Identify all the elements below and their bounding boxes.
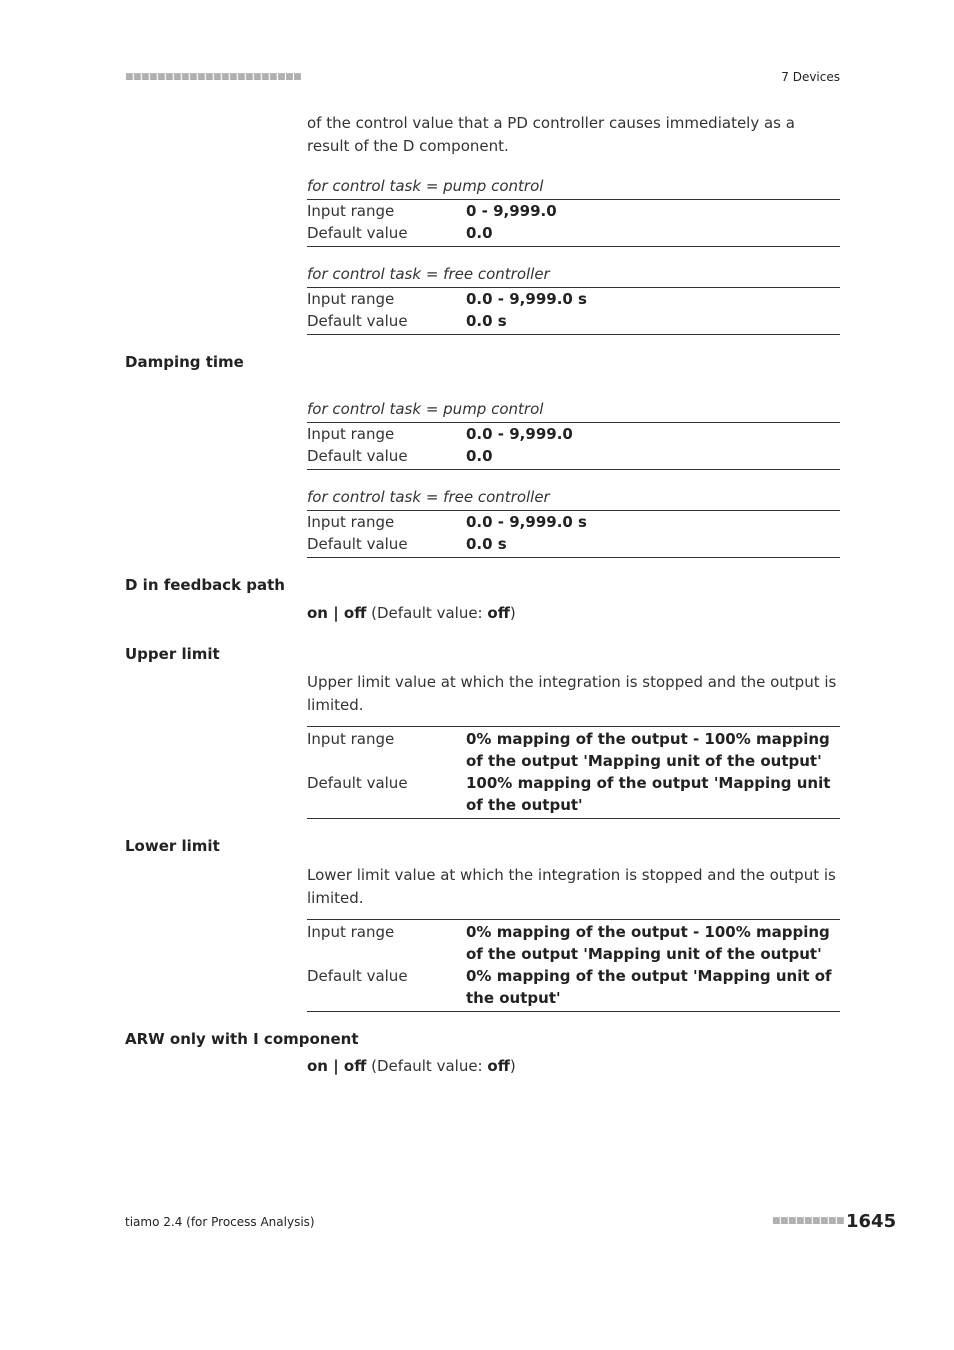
- table-row: [307, 423, 840, 445]
- table-caption: for control task = pump control: [307, 400, 544, 418]
- table-row: [307, 511, 840, 533]
- on-off-options: [307, 604, 516, 622]
- table-caption: for control task = pump control: [307, 177, 544, 195]
- option-on: on: [307, 604, 328, 622]
- row-value: 0% mapping of the output 'Mapping unit of the output': [466, 967, 832, 1007]
- table-row: [307, 921, 840, 965]
- row-label: Default value: [307, 967, 408, 985]
- intro-paragraph: of the control value that a PD controller causes immediately as a result of the D component.: [307, 114, 795, 155]
- chapter-title: 7 Devices: [781, 70, 840, 84]
- section-heading-d-in-feedback-path: D in feedback path: [125, 576, 285, 594]
- table-row: [307, 965, 840, 1009]
- section-heading-damping-time: Damping time: [125, 353, 244, 371]
- row-label: Default value: [307, 535, 408, 553]
- row-label: Input range: [307, 730, 395, 748]
- option-off: off: [343, 604, 367, 622]
- row-value: 0.0 - 9,999.0: [466, 425, 573, 443]
- section-heading-upper-limit: Upper limit: [125, 645, 220, 663]
- table-row: [307, 533, 840, 555]
- page-number: 1645: [846, 1211, 897, 1232]
- footer-decoration: ■■■■■■■■■: [772, 1216, 845, 1226]
- row-label: Input range: [307, 425, 395, 443]
- default-prefix: (Default value:: [366, 1057, 488, 1075]
- table-row: [307, 445, 840, 467]
- option-separator: |: [327, 604, 344, 622]
- row-value: 0.0: [466, 447, 493, 465]
- row-value: 0 - 9,999.0: [466, 202, 557, 220]
- upper-limit-description: Upper limit value at which the integration is stopped and the output is limited.: [307, 673, 837, 714]
- row-value: 0.0: [466, 224, 493, 242]
- parameter-table: [307, 919, 840, 1012]
- row-label: Default value: [307, 774, 408, 792]
- parameter-table: [307, 726, 840, 819]
- row-label: Default value: [307, 447, 408, 465]
- table-row: [307, 310, 840, 332]
- on-off-options: [307, 1057, 516, 1075]
- default-suffix: ): [509, 1057, 516, 1075]
- section-heading-arw-only-with-i-component: ARW only with I component: [125, 1030, 359, 1048]
- parameter-table: [307, 422, 840, 470]
- table-row: [307, 772, 840, 816]
- lower-limit-description: Lower limit value at which the integration is stopped and the output is limited.: [307, 866, 836, 907]
- parameter-table: [307, 199, 840, 247]
- default-prefix: (Default value:: [366, 604, 488, 622]
- section-heading-lower-limit: Lower limit: [125, 837, 220, 855]
- option-on: on: [307, 1057, 328, 1075]
- row-label: Input range: [307, 513, 395, 531]
- parameter-table: [307, 287, 840, 335]
- row-value: 0.0 - 9,999.0 s: [466, 513, 587, 531]
- row-value: 100% mapping of the output 'Mapping unit of the output': [466, 774, 831, 814]
- table-row: [307, 288, 840, 310]
- parameter-table: [307, 510, 840, 558]
- row-label: Default value: [307, 312, 408, 330]
- row-label: Input range: [307, 923, 395, 941]
- default-value: off: [487, 1057, 510, 1075]
- row-label: Default value: [307, 224, 408, 242]
- default-value: off: [487, 604, 510, 622]
- footer-product-name: tiamo 2.4 (for Process Analysis): [125, 1215, 315, 1229]
- table-row: [307, 222, 840, 244]
- option-off: off: [343, 1057, 367, 1075]
- row-value: 0% mapping of the output - 100% mapping of the output 'Mapping unit of the output': [466, 730, 830, 770]
- table-caption: for control task = free controller: [307, 488, 550, 506]
- row-label: Input range: [307, 202, 395, 220]
- row-label: Input range: [307, 290, 395, 308]
- table-row: [307, 200, 840, 222]
- row-value: 0% mapping of the output - 100% mapping of the output 'Mapping unit of the output': [466, 923, 830, 963]
- table-row: [307, 728, 840, 772]
- row-value: 0.0 s: [466, 312, 507, 330]
- option-separator: |: [327, 1057, 344, 1075]
- table-caption: for control task = free controller: [307, 265, 550, 283]
- header-decoration: ■■■■■■■■■■■■■■■■■■■■■■: [125, 72, 302, 82]
- row-value: 0.0 - 9,999.0 s: [466, 290, 587, 308]
- row-value: 0.0 s: [466, 535, 507, 553]
- default-suffix: ): [509, 604, 516, 622]
